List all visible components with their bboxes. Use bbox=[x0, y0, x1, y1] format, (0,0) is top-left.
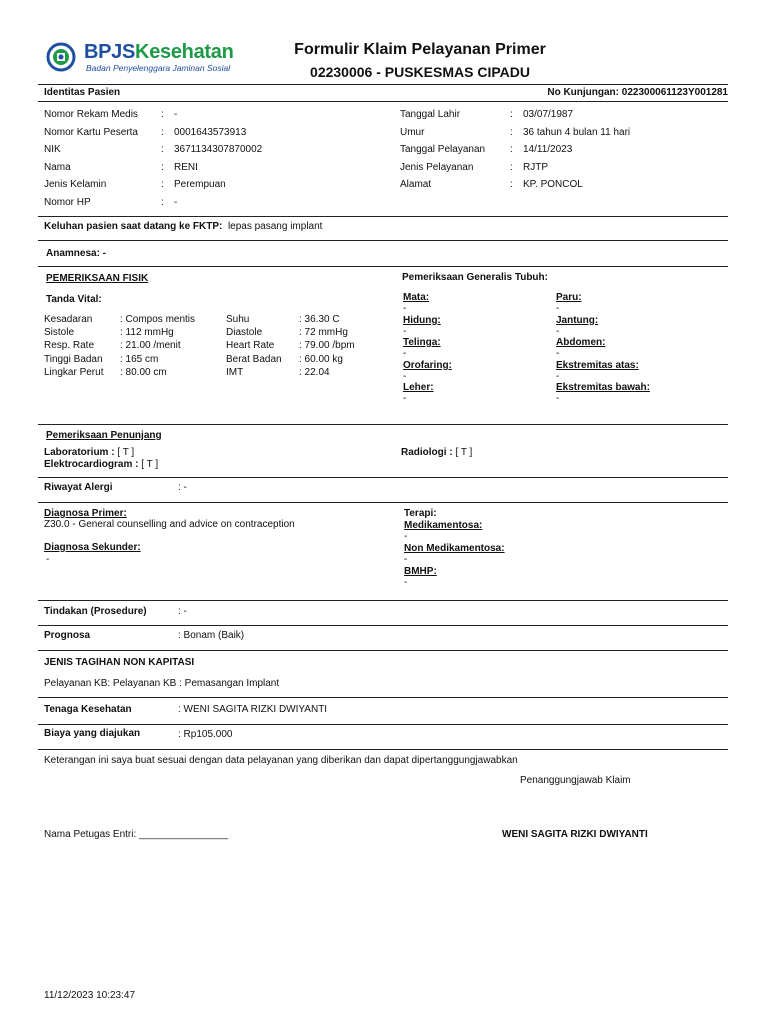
keterangan: Keterangan ini saya buat sesuai dengan data pelayanan yang diberikan dan dapat dipertanggungjawabkan bbox=[44, 755, 518, 766]
identitas-label: Tanggal Lahir bbox=[400, 109, 461, 120]
colon: : bbox=[161, 196, 164, 208]
colon: : bbox=[510, 179, 513, 190]
vital-label: Heart Rate bbox=[226, 340, 275, 352]
generalis-value: - bbox=[556, 370, 560, 382]
identitas-label: Tanggal Pelayanan bbox=[400, 144, 486, 155]
identitas-value: - bbox=[174, 109, 178, 120]
colon: : bbox=[510, 126, 513, 138]
identitas-value: 14/11/2023 bbox=[523, 144, 573, 155]
generalis-value: - bbox=[403, 370, 407, 382]
lab-row: Laboratorium : [ T ] bbox=[44, 447, 135, 458]
keluhan-value: lepas pasang implant bbox=[227, 221, 323, 232]
generalis-label: Mata: bbox=[403, 292, 430, 303]
petugas-entri: Nama Petugas Entri: ________________ bbox=[44, 829, 229, 840]
divider bbox=[38, 266, 728, 267]
form-subtitle: 02230006 - PUSKESMAS CIPADU bbox=[310, 64, 530, 80]
divider bbox=[38, 625, 728, 626]
divider bbox=[38, 650, 728, 651]
vital-label: Lingkar Perut bbox=[44, 366, 104, 378]
vital-label: Sistole bbox=[44, 327, 75, 339]
vital-value: : 22.04 bbox=[299, 366, 330, 378]
vital-value: : 112 mmHg bbox=[120, 327, 174, 339]
divider bbox=[38, 502, 728, 503]
identitas-label: Nomor HP bbox=[44, 196, 91, 208]
form-title: Formulir Klaim Pelayanan Primer bbox=[294, 41, 546, 58]
medikamentosa-value: - bbox=[404, 531, 408, 542]
alergi-label: Riwayat Alergi bbox=[44, 482, 113, 493]
pemeriksaan-fisik-heading: PEMERIKSAAN FISIK bbox=[46, 273, 149, 284]
diagnosa-sekunder-label: Diagnosa Sekunder: bbox=[44, 542, 141, 553]
identitas-heading: Identitas Pasien bbox=[44, 87, 121, 98]
tindakan-label: Tindakan (Prosedure) bbox=[44, 606, 147, 617]
alergi-value: : - bbox=[178, 482, 187, 493]
no-kunjungan: No Kunjungan: 022300061123Y001281 bbox=[547, 87, 728, 98]
identitas-label: Nama bbox=[44, 161, 71, 173]
radiologi-row: Radiologi : [ T ] bbox=[401, 447, 473, 458]
keluhan bbox=[44, 221, 322, 232]
identitas-value: KP. PONCOL bbox=[523, 179, 583, 190]
identitas-value: Perempuan bbox=[174, 179, 226, 190]
colon: : bbox=[510, 109, 513, 120]
identitas-label: Nomor Rekam Medis bbox=[44, 109, 138, 120]
identitas-value: RJTP bbox=[523, 161, 548, 173]
vital-label: Diastole bbox=[226, 327, 263, 339]
generalis-value: - bbox=[556, 303, 560, 314]
identitas-value: 36 tahun 4 bulan 11 hari bbox=[523, 126, 631, 138]
divider bbox=[38, 724, 728, 725]
divider bbox=[38, 84, 728, 85]
identitas-value: RENI bbox=[174, 161, 198, 173]
generalis-value: - bbox=[403, 348, 407, 359]
diagnosa-sekunder-value: - bbox=[46, 554, 50, 565]
tenaga-value: : WENI SAGITA RIZKI DWIYANTI bbox=[178, 704, 328, 715]
divider bbox=[38, 424, 728, 425]
generalis-value: - bbox=[556, 348, 560, 359]
divider bbox=[38, 600, 728, 601]
colon: : bbox=[510, 161, 513, 173]
anamnesa: Anamnesa: - bbox=[46, 248, 107, 259]
vital-label: Berat Badan bbox=[226, 353, 282, 365]
penanggungjawab-label: Penanggungjawab Klaim bbox=[520, 775, 631, 786]
biaya-value: : Rp105.000 bbox=[178, 729, 233, 740]
tanda-vital-heading: Tanda Vital: bbox=[46, 294, 102, 305]
vital-label: Resp. Rate bbox=[44, 340, 95, 352]
generalis-value: - bbox=[403, 303, 407, 314]
tagihan-value: Pelayanan KB: Pelayanan KB : Pemasangan Implant bbox=[44, 678, 280, 689]
colon: : bbox=[161, 144, 164, 155]
colon: : bbox=[161, 109, 164, 120]
prognosa-label: Prognosa bbox=[44, 630, 91, 641]
generalis-heading: Pemeriksaan Generalis Tubuh: bbox=[402, 272, 548, 283]
vital-label: Suhu bbox=[226, 314, 250, 325]
colon: : bbox=[510, 144, 513, 155]
vital-value: : 21.00 /menit bbox=[120, 340, 181, 352]
bmhp-value: - bbox=[404, 577, 408, 588]
identitas-value: 03/07/1987 bbox=[523, 109, 574, 120]
generalis-label: Hidung: bbox=[403, 314, 441, 326]
colon: : bbox=[161, 161, 164, 173]
bpjs-logo-icon bbox=[46, 42, 76, 72]
vital-value: : 72 mmHg bbox=[299, 327, 348, 339]
identitas-label: NIK bbox=[44, 144, 61, 155]
terapi-heading: Terapi: bbox=[404, 508, 437, 519]
identitas-label: Jenis Pelayanan bbox=[400, 161, 474, 173]
vital-value: : 60.00 kg bbox=[299, 353, 343, 365]
diagnosa-primer-label: Diagnosa Primer: bbox=[44, 508, 127, 519]
non-medikamentosa-label: Non Medikamentosa: bbox=[404, 543, 505, 554]
medikamentosa-label: Medikamentosa: bbox=[404, 520, 483, 531]
vital-label: Tinggi Badan bbox=[44, 353, 103, 365]
diagnosa-primer-value: Z30.0 - General counselling and advice on contraception bbox=[44, 519, 295, 530]
identitas-value: 0001643573913 bbox=[174, 126, 247, 138]
bmhp-label: BMHP: bbox=[404, 566, 437, 577]
divider bbox=[38, 697, 728, 698]
penunjang-heading: Pemeriksaan Penunjang bbox=[46, 430, 162, 441]
print-timestamp: 11/12/2023 10:23:47 bbox=[44, 990, 136, 1001]
identitas-label: Jenis Kelamin bbox=[44, 179, 107, 190]
generalis-value: - bbox=[556, 393, 560, 404]
vital-value: : Compos mentis bbox=[120, 314, 196, 325]
divider bbox=[38, 240, 728, 241]
identitas-label: Umur bbox=[400, 126, 425, 138]
vital-value: : 36.30 C bbox=[299, 314, 340, 325]
generalis-label: Abdomen: bbox=[556, 337, 606, 348]
logo-tagline: Badan Penyelenggara Jaminan Sosial bbox=[86, 63, 231, 73]
divider bbox=[38, 749, 728, 750]
generalis-value: - bbox=[403, 393, 407, 404]
generalis-label: Jantung: bbox=[556, 314, 599, 326]
penanggungjawab-name: WENI SAGITA RIZKI DWIYANTI bbox=[502, 829, 648, 840]
tagihan-heading: JENIS TAGIHAN NON KAPITASI bbox=[44, 657, 195, 668]
biaya-label: Biaya yang diajukan bbox=[44, 728, 141, 739]
generalis-label: Orofaring: bbox=[403, 359, 452, 371]
generalis-label: Leher: bbox=[403, 382, 434, 393]
keluhan-label: Keluhan pasien saat datang ke FKTP: bbox=[44, 221, 223, 232]
vital-label: Kesadaran bbox=[44, 314, 93, 325]
prognosa-value: : Bonam (Baik) bbox=[178, 630, 245, 641]
divider bbox=[38, 477, 728, 478]
vital-value: : 165 cm bbox=[120, 353, 159, 365]
ekg-row: Elektrocardiogram : [ T ] bbox=[44, 459, 159, 470]
identitas-value: - bbox=[174, 196, 178, 208]
vital-value: : 80.00 cm bbox=[120, 366, 167, 378]
identitas-label: Nomor Kartu Peserta bbox=[44, 126, 138, 138]
vital-label: IMT bbox=[226, 366, 244, 378]
colon: : bbox=[161, 126, 164, 138]
generalis-value: - bbox=[403, 325, 407, 337]
tenaga-label: Tenaga Kesehatan bbox=[44, 704, 132, 715]
logo-wordmark: BPJSKesehatan bbox=[84, 41, 234, 63]
generalis-label: Ekstremitas atas: bbox=[556, 359, 639, 371]
divider bbox=[38, 216, 728, 217]
generalis-label: Paru: bbox=[556, 292, 582, 303]
colon: : bbox=[161, 179, 164, 190]
non-medikamentosa-value: - bbox=[404, 554, 408, 565]
generalis-value: - bbox=[556, 325, 560, 337]
vital-value: : 79.00 /bpm bbox=[299, 340, 355, 352]
generalis-label: Ekstremitas bawah: bbox=[556, 382, 650, 393]
divider bbox=[38, 101, 728, 102]
generalis-label: Telinga: bbox=[403, 337, 441, 348]
tindakan-value: : - bbox=[178, 606, 187, 617]
identitas-label: Alamat bbox=[400, 179, 432, 190]
identitas-value: 3671134307870002 bbox=[174, 144, 263, 155]
